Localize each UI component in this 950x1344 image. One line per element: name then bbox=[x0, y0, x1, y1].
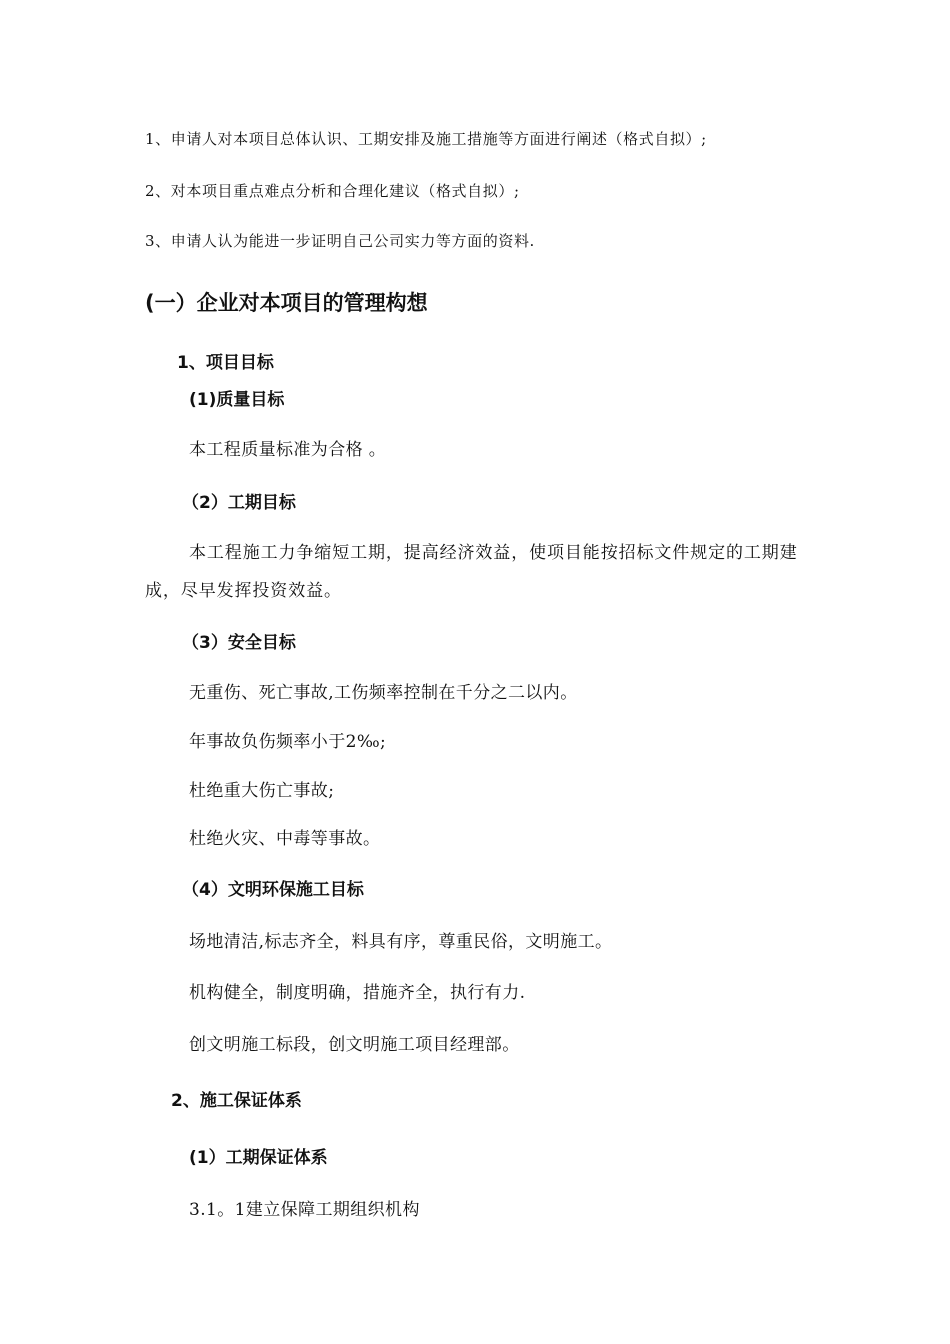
civilized-goal-heading: （4）文明环保施工目标 bbox=[182, 880, 364, 900]
safety-goal-heading: （3）安全目标 bbox=[182, 633, 296, 653]
civilized-goal-line-3: 创文明施工标段，创文明施工项目经理部。 bbox=[189, 1035, 520, 1055]
quality-goal-text: 本工程质量标准为合格 。 bbox=[189, 440, 387, 460]
safety-goal-line-3: 杜绝重大伤亡事故; bbox=[189, 781, 335, 801]
safety-goal-line-4: 杜绝火灾、中毒等事故。 bbox=[189, 829, 381, 849]
schedule-system-heading: (1）工期保证体系 bbox=[189, 1148, 328, 1168]
safety-goal-line-2: 年事故负伤频率小于2‰; bbox=[189, 732, 387, 752]
intro-item-3: 3、申请人认为能进一步证明自己公司实力等方面的资料. bbox=[145, 232, 535, 250]
intro-item-2: 2、对本项目重点难点分析和合理化建议（格式自拟）; bbox=[145, 182, 520, 200]
quality-goal-heading: (1)质量目标 bbox=[189, 390, 285, 410]
subsection-title-construction-guarantee: 2、施工保证体系 bbox=[171, 1091, 302, 1111]
intro-item-1: 1、申请人对本项目总体认识、工期安排及施工措施等方面进行阐述（格式自拟）; bbox=[145, 130, 707, 148]
subsection-title-project-goals: 1、项目目标 bbox=[177, 353, 274, 373]
civilized-goal-line-1: 场地清洁,标志齐全，料具有序，尊重民俗，文明施工。 bbox=[189, 932, 613, 952]
safety-goal-line-1: 无重伤、死亡事故,工伤频率控制在千分之二以内。 bbox=[189, 683, 578, 703]
schedule-goal-text: 本工程施工力争缩短工期，提高经济效益，使项目能按招标文件规定的工期建成，尽早发挥投资效益。 bbox=[145, 543, 798, 601]
section-title: (一）企业对本项目的管理构想 bbox=[145, 291, 428, 315]
schedule-system-text: 3.1。1建立保障工期组织机构 bbox=[189, 1200, 420, 1220]
schedule-goal-heading: （2）工期目标 bbox=[182, 493, 296, 513]
civilized-goal-line-2: 机构健全，制度明确，措施齐全，执行有力. bbox=[189, 983, 526, 1003]
